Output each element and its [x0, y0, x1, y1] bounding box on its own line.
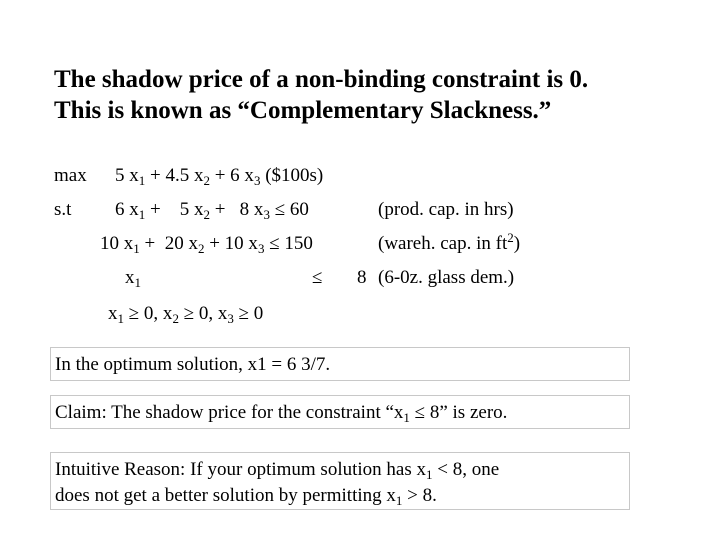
- objective-function: 5 $x_1 + 4.5$ $x_2 + 6$ $x_3$ ($100s): [115, 165, 324, 188]
- constraint-3-relation: ≤: [312, 267, 323, 288]
- claim-text: Claim: The shadow price for the constraint “$x_1 \le 8$” is zero.: [55, 402, 508, 425]
- intuitive-reason-line-1: Intuitive Reason: If your optimum solution has $x_1 < 8$, one: [55, 459, 500, 482]
- heading-line-2: This is known as “Complementary Slackness.”: [54, 97, 552, 124]
- heading: [54, 64, 588, 126]
- constraint-3-variable: $x_1$: [125, 267, 141, 290]
- constraint-3-note: (6-0z. glass dem.): [378, 267, 515, 288]
- constraint-2: 10 $x_1 + 20$ $x_2 + 10$ $x_3 \le 150$: [100, 233, 313, 256]
- optimum-solution-text: In the optimum solution, x1 = 6 3/7.: [55, 354, 331, 375]
- nonnegativity-constraints: $x_1 \ge 0$, $x_2 \ge 0$, $x_3 \ge 0$: [108, 303, 264, 326]
- constraint-1: 6 $x_1$ + 5 $x_2 + 8$ $x_3 \le 60$: [115, 199, 309, 222]
- constraint-3-rhs: 8: [357, 267, 367, 288]
- intuitive-reason-line-2: does not get a better solution by permitting $x_1 > 8$.: [55, 485, 437, 508]
- optimum-solution-box: [50, 347, 630, 381]
- max-label: max: [54, 165, 87, 186]
- constraint-1-note: (prod. cap. in hrs): [378, 199, 514, 220]
- heading-line-1: The shadow price of a non-binding constraint is 0.: [54, 66, 589, 93]
- st-label: s.t: [54, 199, 72, 220]
- constraint-2-note: (wareh. cap. in $ft^2$): [378, 230, 521, 254]
- intuitive-reason-box: [50, 452, 630, 510]
- claim-box: [50, 395, 630, 429]
